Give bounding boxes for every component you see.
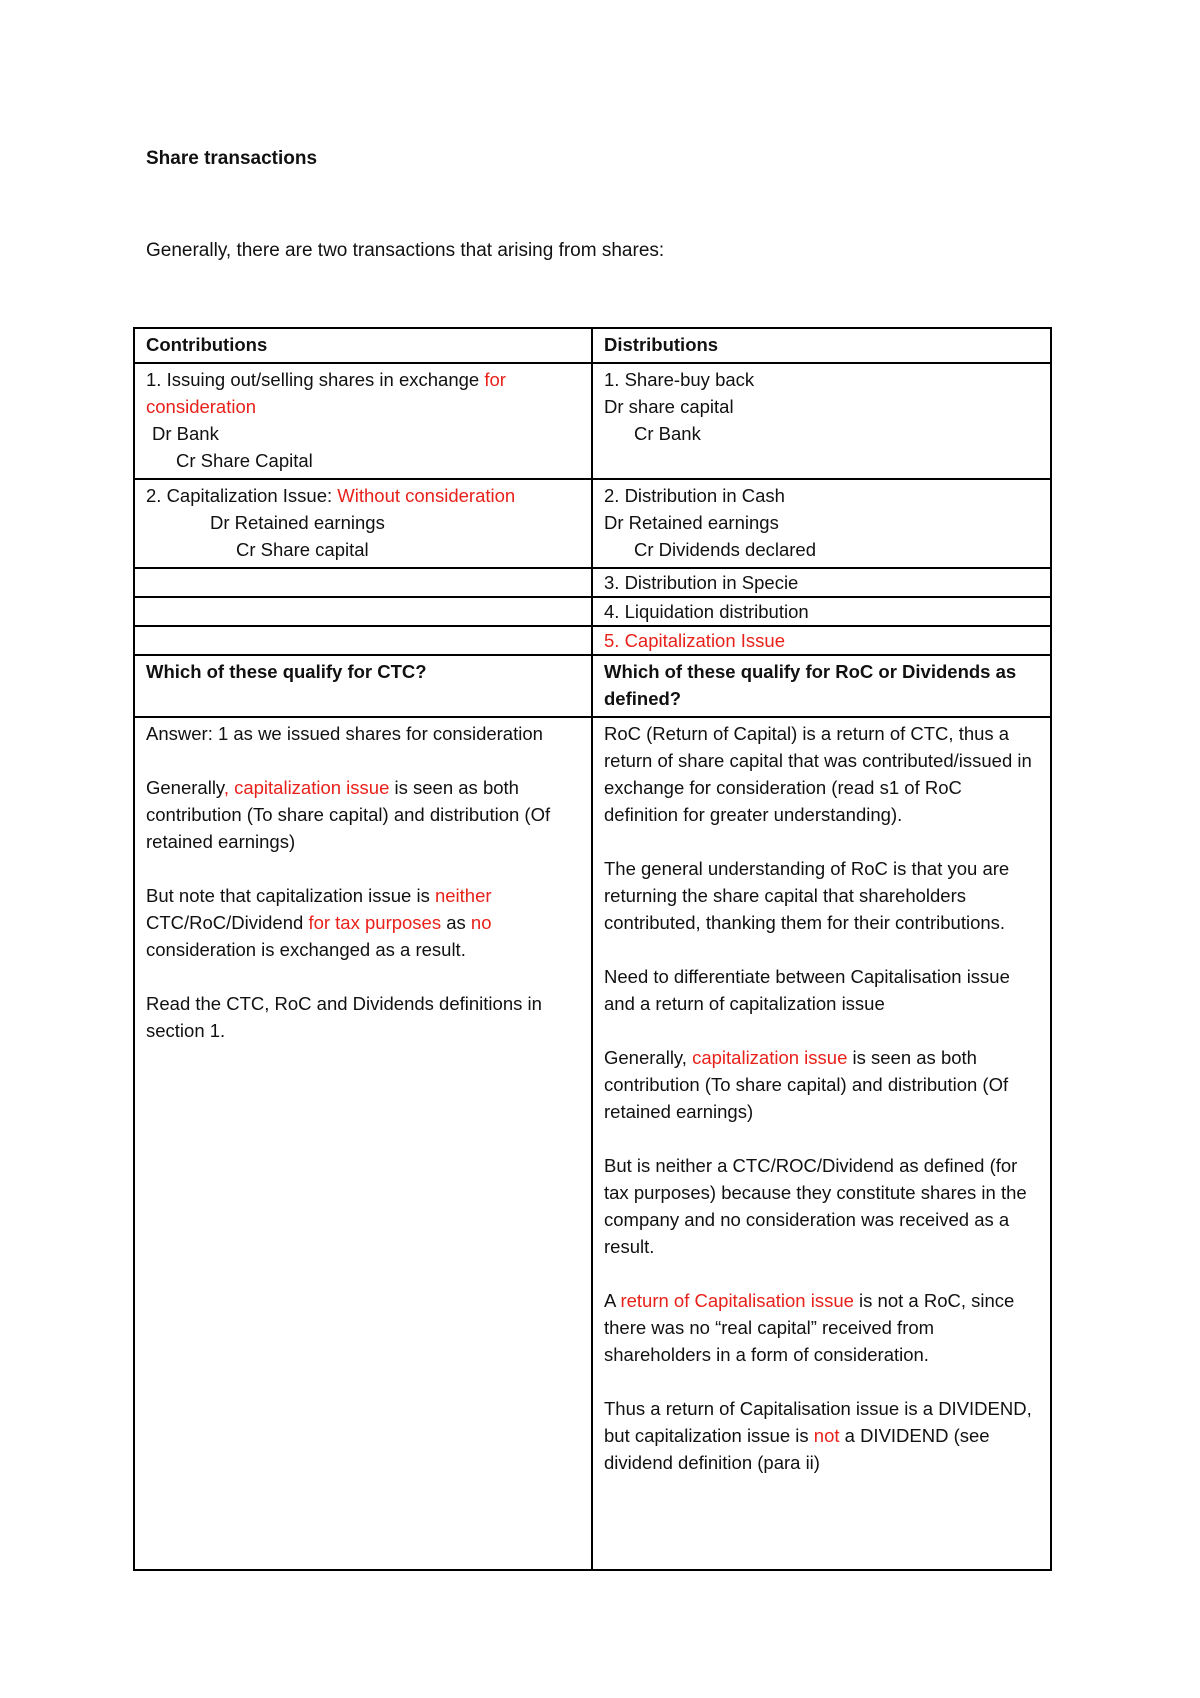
text-span: CTC/RoC/Dividend	[146, 912, 309, 933]
distribution-2-cell	[592, 479, 1051, 568]
empty-cell	[134, 568, 592, 597]
text-span: A	[604, 1290, 621, 1311]
journal-credit: Cr Bank	[634, 423, 701, 444]
text-span: a DIVIDEND (see dividend definition (para ii)	[604, 1425, 990, 1473]
text-span: Generally	[146, 777, 224, 798]
distribution-1-cell	[592, 363, 1051, 479]
header-contributions: Contributions	[134, 328, 592, 363]
answer-paragraph: Need to differentiate between Capitalisation issue and a return of capitalization issue	[604, 966, 1010, 1014]
table-row	[134, 568, 1051, 597]
journal-credit: Cr Dividends declared	[634, 539, 817, 560]
question-roc-dividends: Which of these qualify for RoC or Dividends as defined?	[592, 655, 1051, 717]
journal-debit: Dr Bank	[152, 423, 219, 444]
journal-debit: Dr share capital	[604, 396, 734, 417]
red-text-span: capitalization issue	[692, 1047, 848, 1068]
answer-paragraph	[146, 774, 581, 855]
contribution-2-red-text: Without consideration	[337, 485, 516, 506]
table-row	[134, 597, 1051, 626]
journal-credit: Cr Share capital	[236, 539, 369, 560]
text-span: is not a RoC, since there was no “real capital” received from shareholders in a form of consideration.	[604, 1290, 1015, 1365]
header-distributions: Distributions	[592, 328, 1051, 363]
distribution-2-title: 2. Distribution in Cash	[604, 485, 785, 506]
text-span: as	[441, 912, 471, 933]
empty-cell	[134, 626, 592, 655]
answer-paragraph	[146, 882, 581, 963]
contribution-1-text: 1. Issuing out/selling shares in exchange	[146, 369, 485, 390]
contribution-2-text: 2. Capitalization Issue:	[146, 485, 338, 506]
contribution-1-cell	[134, 363, 592, 479]
contribution-2-cell	[134, 479, 592, 568]
red-text-span: neither	[434, 885, 492, 906]
journal-debit: Dr Retained earnings	[210, 512, 385, 533]
text-span: Thus a return of Capitalisation issue is a DIVIDEND, but capitalization issue is	[604, 1398, 1032, 1446]
question-ctc: Which of these qualify for CTC?	[134, 655, 592, 717]
journal-credit: Cr Share Capital	[176, 450, 313, 471]
red-text-span: , capitalization issue	[223, 777, 390, 798]
answer-paragraph: But is neither a CTC/ROC/Dividend as defined (for tax purposes) because they constitute shares in the company and no consideration was received as a result.	[604, 1155, 1027, 1257]
distribution-4-cell: 4. Liquidation distribution	[592, 597, 1051, 626]
distribution-3-cell: 3. Distribution in Specie	[592, 568, 1051, 597]
answer-paragraph	[604, 1287, 1040, 1368]
answer-roc-cell	[592, 717, 1051, 1570]
contribution-1-red-text: for consideration	[146, 369, 506, 417]
text-span: consideration is exchanged as a result.	[146, 939, 466, 960]
table-header-row	[134, 328, 1051, 363]
distribution-5-cell: 5. Capitalization Issue	[592, 626, 1051, 655]
red-text-span: no	[470, 912, 492, 933]
share-transactions-table	[133, 327, 1052, 1571]
answer-ctc-cell	[134, 717, 592, 1570]
answer-paragraph	[604, 1044, 1040, 1125]
red-text-span: return of Capitalisation issue	[620, 1290, 854, 1311]
text-span: is seen as both contribution (To share capital) and distribution (Of retained earnings)	[146, 777, 551, 852]
answer-row	[134, 717, 1051, 1570]
answer-paragraph: Answer: 1 as we issued shares for consideration	[146, 723, 543, 744]
answer-paragraph: RoC (Return of Capital) is a return of CTC, thus a return of share capital that was contributed/issued in exchange for consideration (read s1 of RoC definition for greater understanding).	[604, 723, 1032, 825]
empty-cell	[134, 597, 592, 626]
table-row	[134, 479, 1051, 568]
page-title: Share transactions	[146, 148, 318, 169]
table-row	[134, 363, 1051, 479]
red-text-span: for tax purposes	[308, 912, 442, 933]
distribution-1-title: 1. Share-buy back	[604, 369, 755, 390]
red-text-span: not	[813, 1425, 840, 1446]
answer-paragraph: The general understanding of RoC is that you are returning the share capital that shareholders contributed, thanking them for their contributions.	[604, 858, 1010, 933]
answer-paragraph: Read the CTC, RoC and Dividends definitions in section 1.	[146, 993, 542, 1041]
text-span: But note that capitalization issue is	[146, 885, 435, 906]
question-row	[134, 655, 1051, 717]
intro-paragraph: Generally, there are two transactions that arising from shares:	[146, 240, 665, 261]
text-span: Generally,	[604, 1047, 693, 1068]
text-span: is seen as both contribution (To share capital) and distribution (Of retained earnings)	[604, 1047, 1009, 1122]
answer-paragraph	[604, 1395, 1040, 1476]
journal-debit: Dr Retained earnings	[604, 512, 779, 533]
table-row	[134, 626, 1051, 655]
